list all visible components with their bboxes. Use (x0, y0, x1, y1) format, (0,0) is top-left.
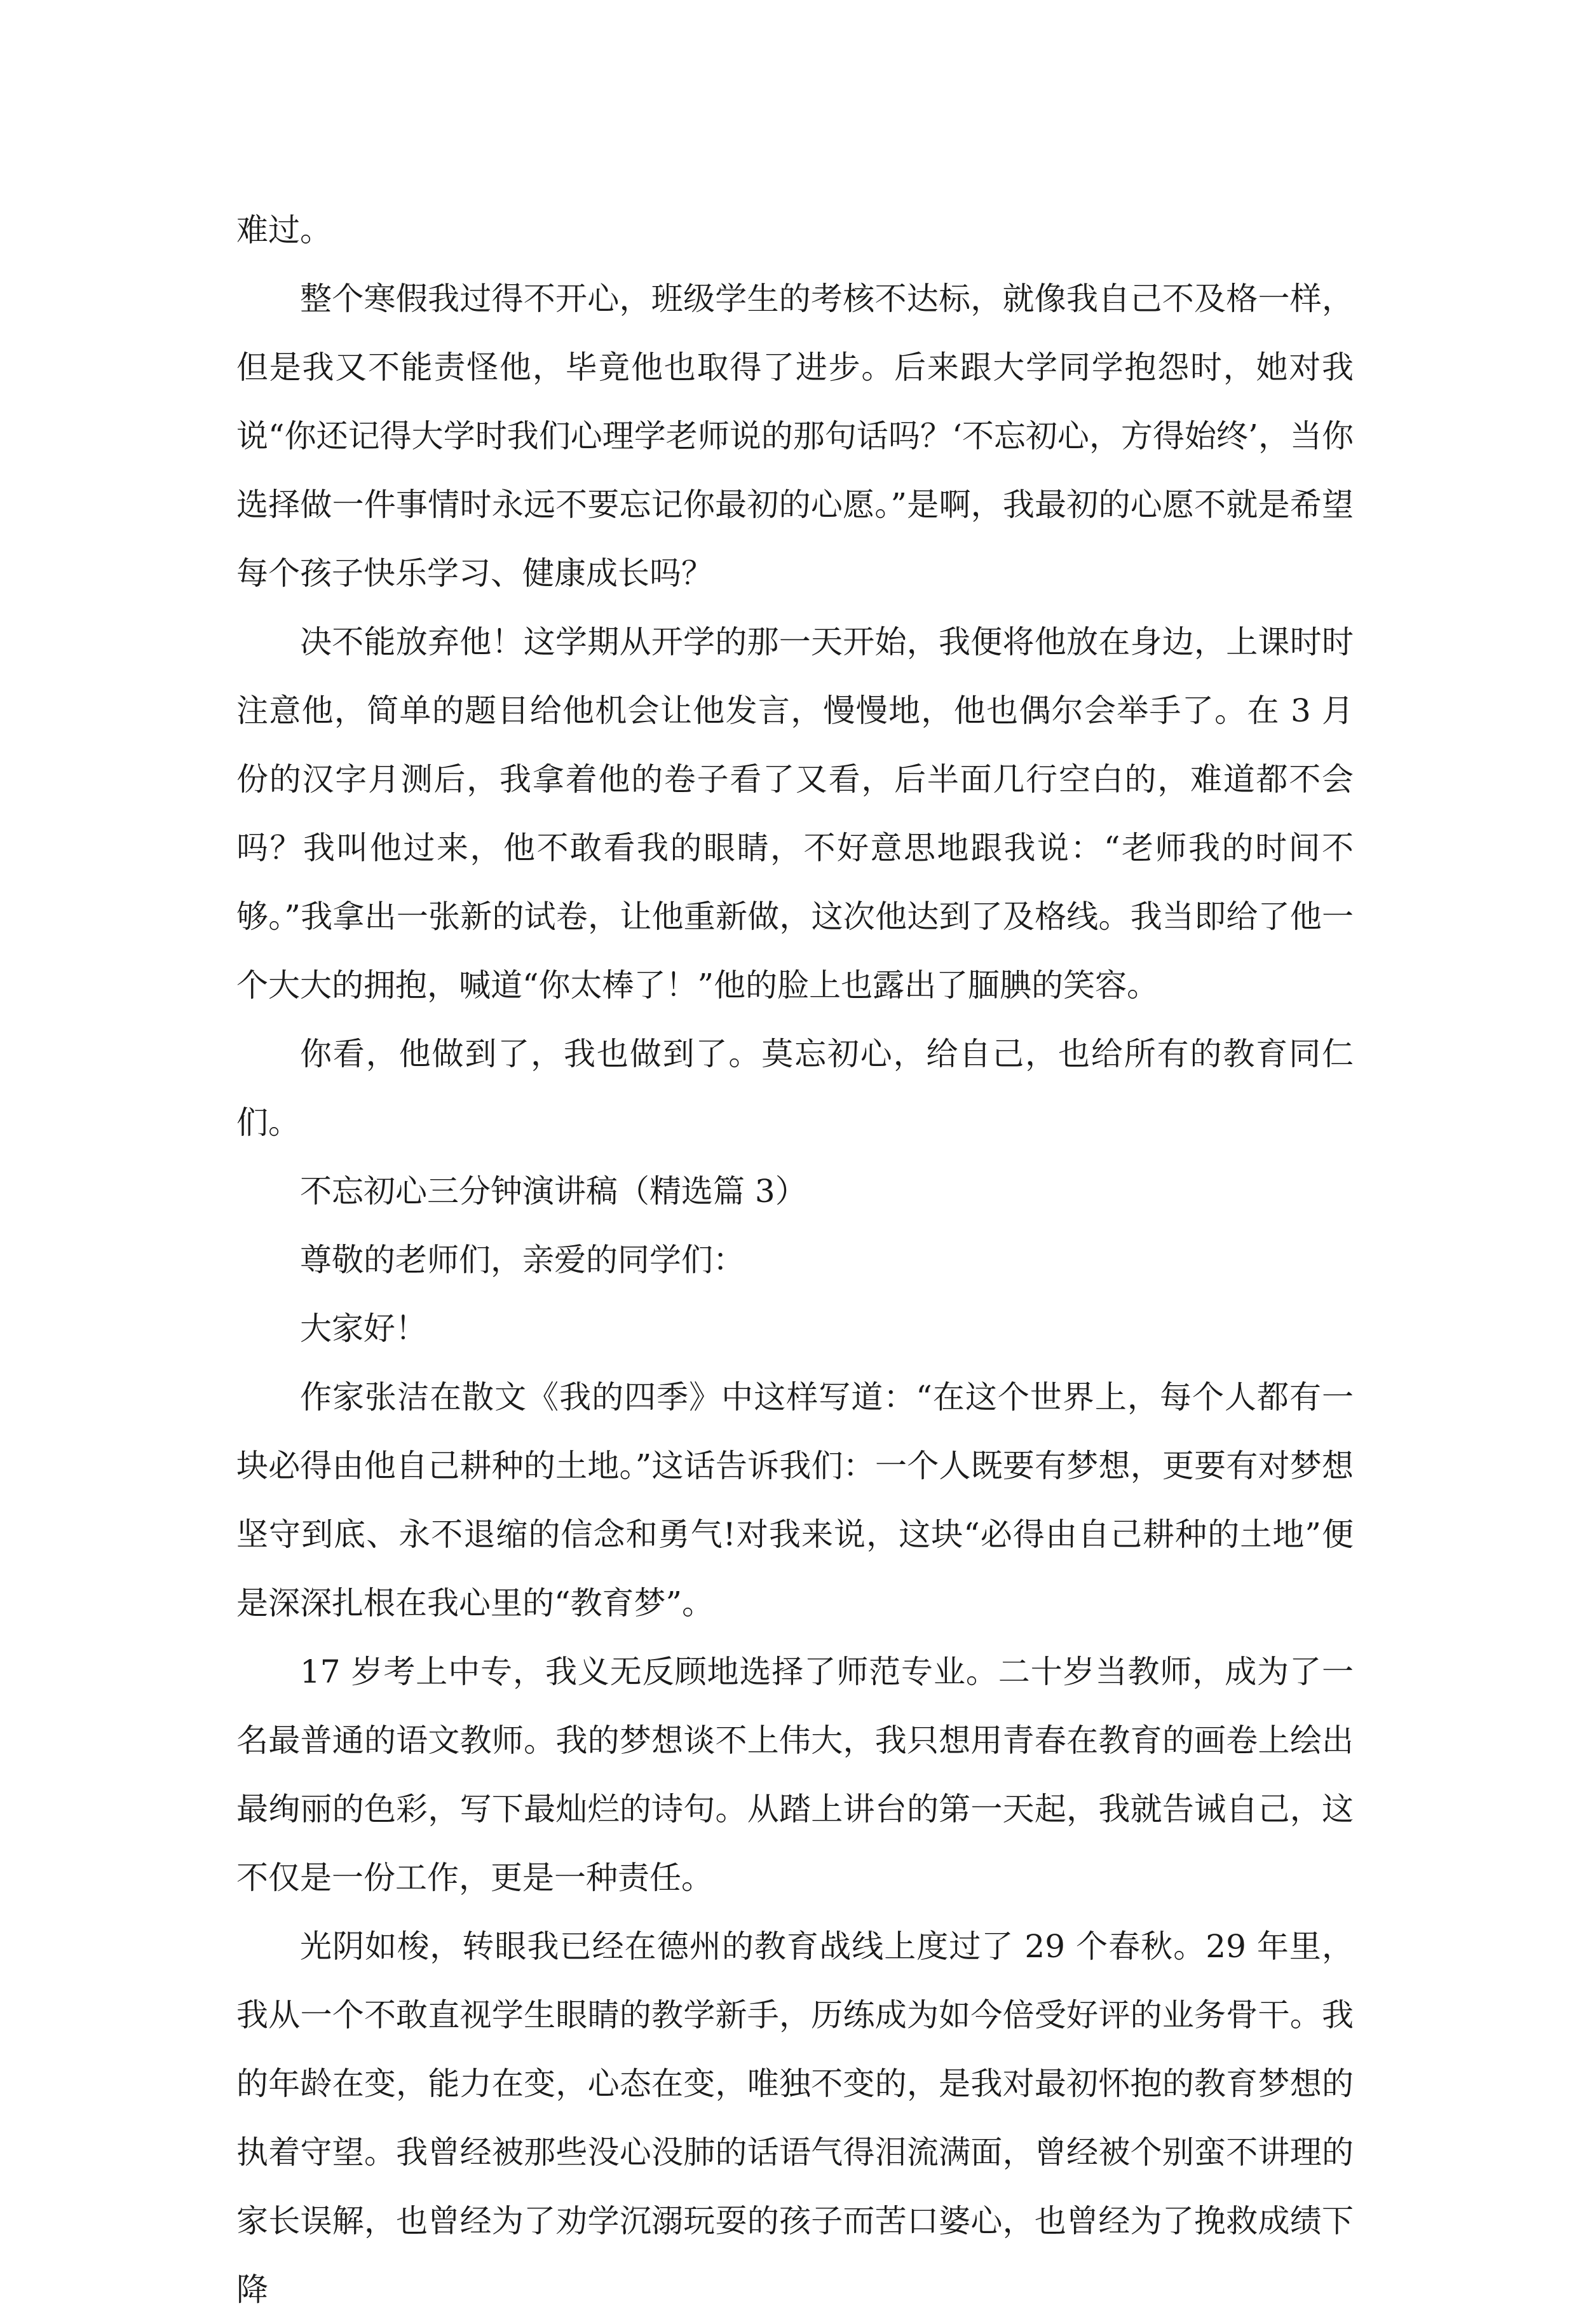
greeting: 大家好！ (300, 1310, 427, 1347)
paragraph-2: 整个寒假我过得不开心，班级学生的考核不达标，就像我自己不及格一样，但是我又不能责怪他，毕竟他也取得了进步。后来跟大学同学抱怨时，她对我说“你还记得大学时我们心理学老师说的那句话吗？‘不忘初心，方得始终’，当你选择做一件事情时永远不要忘记你最初的心愿。”是啊，我最初的心愿不就是希望每个孩子快乐学习、健康成长吗？ (236, 280, 1354, 592)
paragraph-4: 你看，他做到了，我也做到了。莫忘初心，给自己，也给所有的教育同仁们。 (236, 1036, 1354, 1141)
paragraph-8: 作家张洁在散文《我的四季》中这样写道：“在这个世界上，每个人都有一块必得由他自己耕种的土地。”这话告诉我们：一个人既要有梦想，更要有对梦想坚守到底、永不退缩的信念和勇气!对我来说，这块“必得由自己耕种的土地”便是深深扎根在我心里的“教育梦”。 (236, 1379, 1354, 1622)
paragraph-3: 决不能放弃他！这学期从开学的那一天开始，我便将他放在身边，上课时时注意他，简单的题目给他机会让他发言，慢慢地，他也偶尔会举手了。在 3 月份的汉字月测后，我拿着他的卷子看了又看，后半面几行空白的，难道都不会吗？我叫他过来，他不敢看我的眼睛，不好意思地跟我说：“老师我的时间不够。”我拿出一张新的试卷，让他重新做，这次他达到了及格线。我当即给了他一个大大的拥抱，喊道“你太棒了！”他的脸上也露出了腼腆的笑容。 (236, 624, 1354, 1004)
paragraph-1: 难过。 (236, 212, 332, 249)
paragraph-10: 光阴如梭，转眼我已经在德州的教育战线上度过了 29 个春秋。29 年里，我从一个不敢直视学生眼睛的教学新手，历练成为如今倍受好评的业务骨干。我的年龄在变，能力在变，心态在变，唯独不变的，是我对最初怀抱的教育梦想的执着守望。我曾经被那些没心没肺的话语气得泪流满面，曾经被个别蛮不讲理的家长误解，也曾经为了劝学沉溺玩耍的孩子而苦口婆心，也曾经为了挽救成绩下降 (236, 1928, 1354, 2308)
salutation: 尊敬的老师们，亲爱的同学们： (300, 1241, 745, 1278)
paragraph-9: 17 岁考上中专，我义无反顾地选择了师范专业。二十岁当教师，成为了一名最普通的语文教师。我的梦想谈不上伟大，我只想用青春在教育的画卷上绘出最绚丽的色彩，写下最灿烂的诗句。从踏上讲台的第一天起，我就告诫自己，这不仅是一份工作，更是一种责任。 (236, 1653, 1354, 1896)
document-body (236, 196, 1354, 2324)
section-heading: 不忘初心三分钟演讲稿（精选篇 3） (300, 1173, 807, 1210)
